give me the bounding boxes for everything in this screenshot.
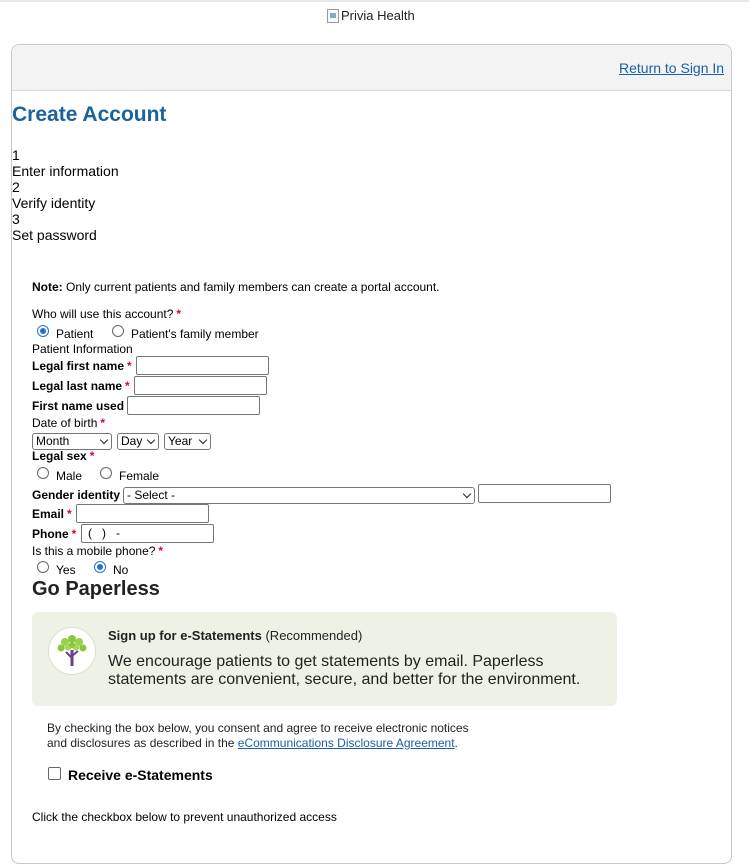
disclosure-agreement-link[interactable]: eCommunications Disclosure Agreement — [237, 736, 455, 750]
last-name-label: Legal last name * — [32, 379, 130, 393]
promo-body: We encourage patients to get statements by email. Paperless statements are convenient, secure, and better for the environment. — [108, 653, 581, 688]
logo — [327, 8, 415, 23]
phone-label: Phone * — [32, 527, 77, 541]
gender-identity-select[interactable]: - Select - — [123, 487, 475, 504]
go-paperless-heading: Go Paperless — [32, 578, 160, 600]
page-title: Create Account — [12, 103, 167, 126]
note-text: Only current patients and family members can create a portal account. — [62, 280, 440, 294]
top-divider — [0, 0, 749, 2]
dob-year-select[interactable]: Year — [164, 433, 211, 450]
eligibility-note — [32, 280, 440, 294]
consent-text: By checking the box below, you consent and agree to receive electronic notices and disclosures as described in the eCommunications Disclosure Agreement. — [47, 721, 469, 750]
receive-estatements-checkbox[interactable] — [48, 767, 61, 780]
step-number: 3 — [12, 211, 20, 227]
step-indicator — [12, 147, 119, 243]
first-name-label: Legal first name * — [32, 359, 132, 373]
dob-month-select[interactable]: Month — [32, 433, 112, 450]
step-number: 2 — [12, 179, 20, 195]
note-prefix: Note: — [32, 280, 63, 294]
who-question: Who will use this account? * — [32, 307, 182, 321]
female-radio-label[interactable]: Female — [119, 469, 160, 483]
broken-image-icon — [327, 9, 339, 23]
step-label: Set password — [12, 227, 97, 243]
chevron-down-icon — [463, 490, 471, 498]
first-name-input[interactable] — [136, 356, 269, 375]
logo-alt-text: Privia Health — [341, 8, 415, 23]
promo-title: Sign up for e-Statements (Recommended) — [108, 628, 363, 643]
gender-identity-label: Gender identity — [32, 488, 121, 502]
return-to-sign-in-link[interactable]: Return to Sign In — [619, 60, 725, 76]
mobile-no-label[interactable]: No — [113, 563, 129, 577]
mobile-question: Is this a mobile phone? * — [32, 544, 164, 558]
female-radio[interactable] — [100, 467, 112, 479]
captcha-note: Click the checkbox below to prevent unauthorized access — [32, 810, 337, 824]
legal-sex-label: Legal sex * — [32, 449, 95, 463]
patient-radio[interactable] — [37, 325, 49, 337]
step-number: 1 — [12, 147, 20, 163]
receive-estatements-label[interactable]: Receive e-Statements — [68, 767, 213, 783]
last-name-input[interactable] — [134, 376, 267, 395]
tree-icon — [48, 627, 96, 675]
step-label: Verify identity — [12, 195, 96, 211]
patient-info-heading: Patient Information — [32, 342, 133, 356]
patient-radio-label[interactable]: Patient — [56, 327, 94, 341]
chevron-down-icon — [147, 436, 155, 444]
step-label: Enter information — [12, 163, 119, 179]
dob-day-select[interactable]: Day — [117, 433, 159, 450]
first-name-used-label: First name used — [32, 399, 125, 413]
dob-label: Date of birth * — [32, 416, 106, 430]
phone-input[interactable]: ( ) - — [81, 524, 214, 543]
mobile-no-radio[interactable] — [94, 561, 106, 573]
male-radio-label[interactable]: Male — [56, 469, 83, 483]
email-label: Email * — [32, 507, 72, 521]
family-member-radio-label[interactable]: Patient's family member — [131, 327, 259, 341]
chevron-down-icon — [199, 436, 207, 444]
chevron-down-icon — [100, 436, 108, 444]
male-radio[interactable] — [37, 467, 49, 479]
first-name-used-input[interactable] — [127, 396, 260, 415]
email-input[interactable] — [76, 504, 209, 523]
mobile-yes-radio[interactable] — [37, 561, 49, 573]
gender-identity-other-input[interactable] — [478, 484, 611, 503]
family-member-radio[interactable] — [112, 325, 124, 337]
mobile-yes-label[interactable]: Yes — [56, 563, 76, 577]
